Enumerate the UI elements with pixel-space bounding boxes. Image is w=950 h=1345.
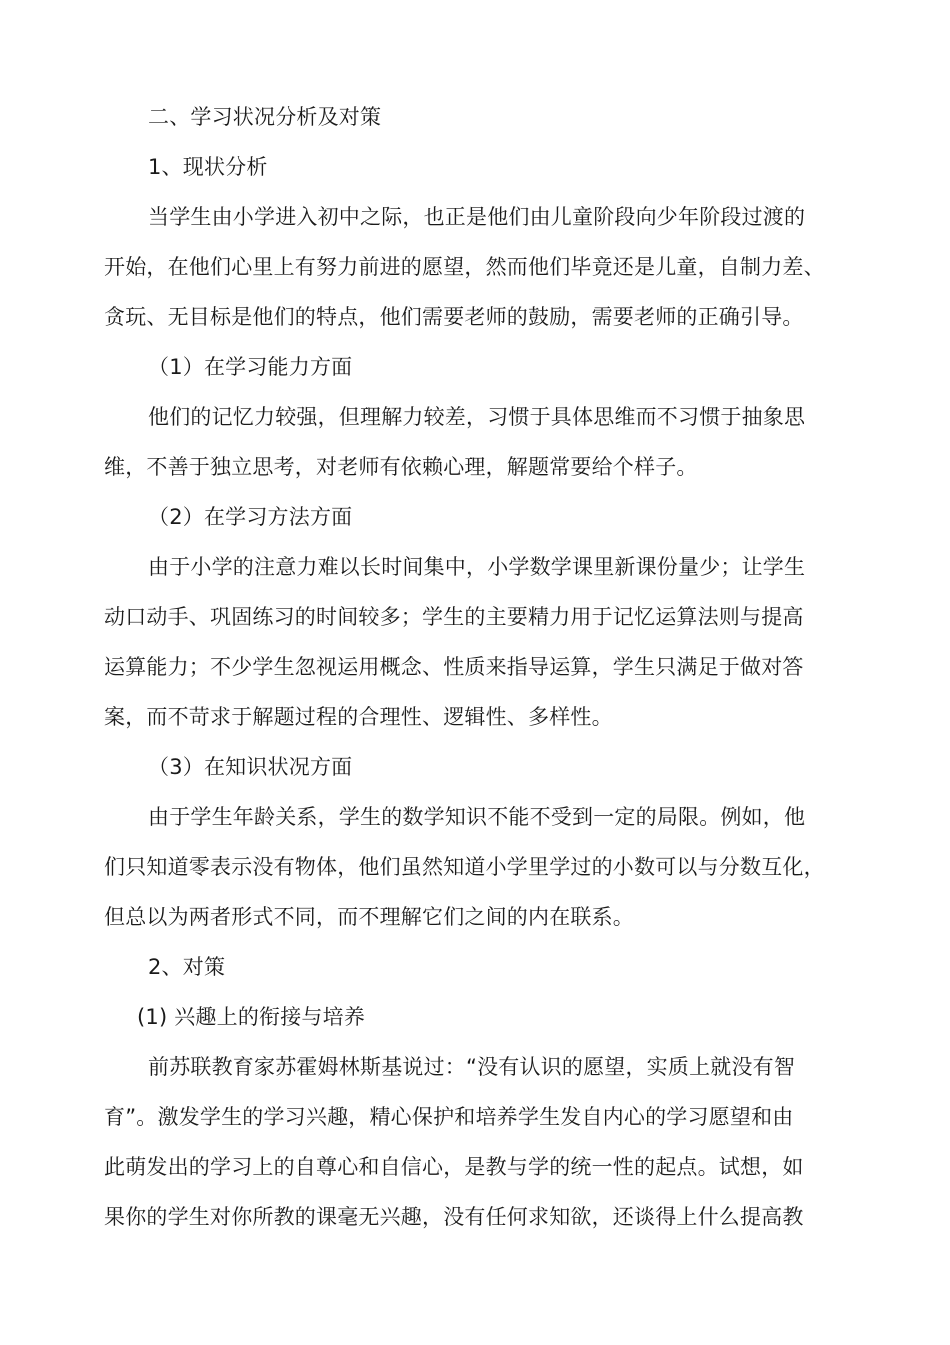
subsection-heading: 1、现状分析 — [148, 155, 268, 179]
paragraph-line: 案，而不苛求于解题过程的合理性、逻辑性、多样性。 — [104, 705, 613, 729]
paragraph-line: 果你的学生对你所教的课毫无兴趣，没有任何求知欲，还谈得上什么提高教 — [104, 1205, 804, 1229]
paragraph-line: 前苏联教育家苏霍姆林斯基说过：“没有认识的愿望，实质上就没有智 — [148, 1055, 796, 1079]
paragraph-line: 维，不善于独立思考，对老师有依赖心理，解题常要给个样子。 — [104, 455, 698, 479]
paragraph-line: 但总以为两者形式不同，而不理解它们之间的内在联系。 — [104, 905, 634, 929]
paragraph-line: 动口动手、巩固练习的时间较多；学生的主要精力用于记忆运算法则与提高 — [104, 605, 804, 629]
paragraph-line: 他们的记忆力较强，但理解力较差，习惯于具体思维而不习惯于抽象思 — [148, 405, 806, 429]
paragraph-line: 贪玩、无目标是他们的特点，他们需要老师的鼓励，需要老师的正确引导。 — [104, 305, 804, 329]
paragraph-line: 由于学生年龄关系，学生的数学知识不能不受到一定的局限。例如，他 — [148, 805, 806, 829]
paragraph-line: 此萌发出的学习上的自尊心和自信心，是教与学的统一性的起点。试想，如 — [104, 1155, 804, 1179]
item-heading: （3）在知识状况方面 — [148, 755, 353, 779]
item-heading: (1) 兴趣上的衔接与培养 — [137, 1005, 366, 1029]
paragraph-line: 由于小学的注意力难以长时间集中，小学数学课里新课份量少；让学生 — [148, 555, 806, 579]
paragraph-line: 当学生由小学进入初中之际，也正是他们由儿童阶段向少年阶段过渡的 — [148, 205, 806, 229]
item-heading: （2）在学习方法方面 — [148, 505, 353, 529]
item-heading: （1）在学习能力方面 — [148, 355, 353, 379]
section-heading: 二、学习状况分析及对策 — [148, 105, 382, 129]
subsection-heading: 2、对策 — [148, 955, 226, 979]
paragraph-line: 运算能力；不少学生忽视运用概念、性质来指导运算，学生只满足于做对答 — [104, 655, 804, 679]
paragraph-line: 们只知道零表示没有物体，他们虽然知道小学里学过的小数可以与分数互化， — [104, 855, 825, 879]
paragraph-line: 开始，在他们心里上有努力前进的愿望，然而他们毕竟还是儿童，自制力差、 — [104, 255, 825, 279]
paragraph-line: 育”。激发学生的学习兴趣，精心保护和培养学生发自内心的学习愿望和由 — [104, 1105, 794, 1129]
